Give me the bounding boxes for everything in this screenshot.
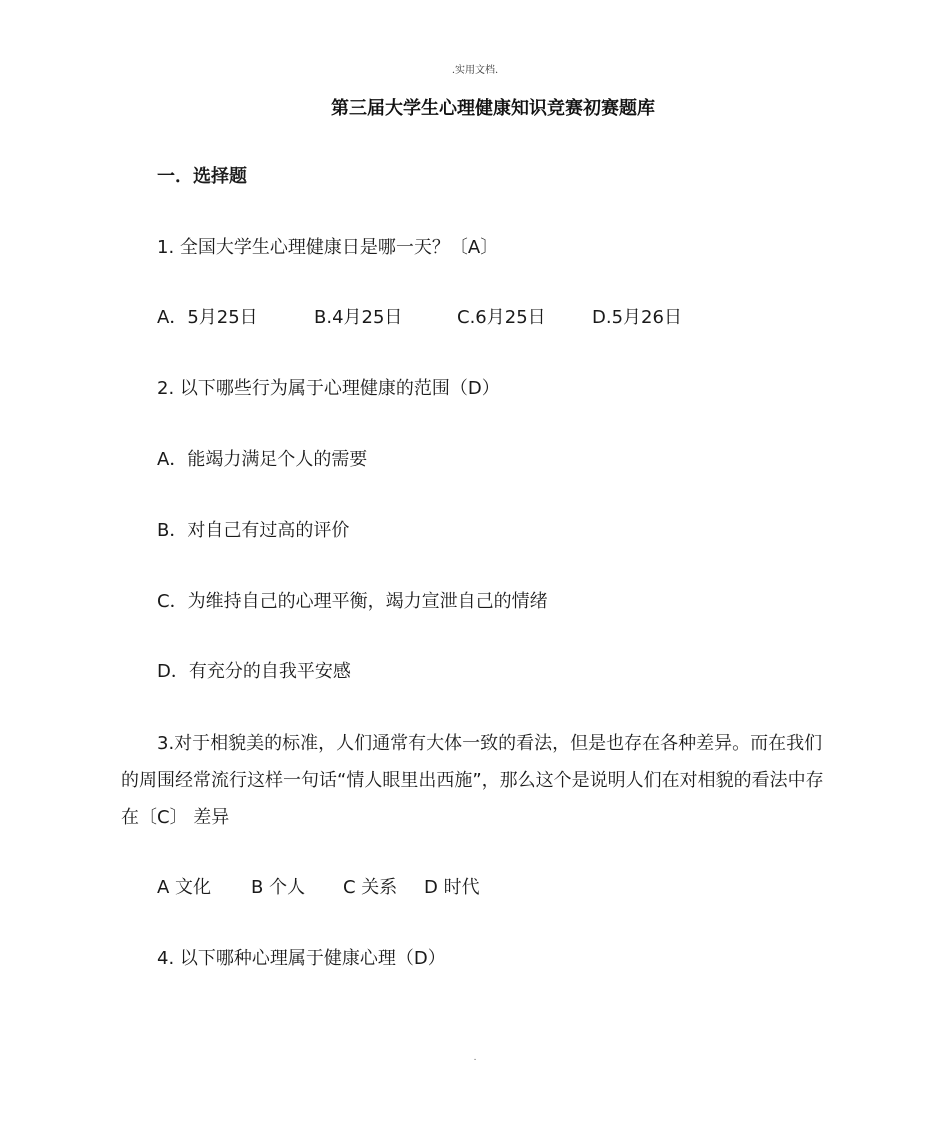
q3-option-c: C 关系	[343, 877, 398, 898]
question-3-line-1: 3.对于相貌美的标准，人们通常有大体一致的看法，但是也存在各种差异。而在我们	[157, 733, 823, 754]
page-header: .实用文档.	[451, 65, 499, 76]
question-3-line-3: 在〔C〕 差异	[121, 807, 230, 828]
document-title: 第三届大学生心理健康知识竞赛初赛题库	[331, 98, 655, 119]
q3-option-d: D 时代	[424, 877, 480, 898]
q3-option-a: A 文化	[157, 877, 212, 898]
question-3-options	[157, 876, 557, 900]
question-2: 2. 以下哪些行为属于心理健康的范围（D）	[157, 378, 500, 399]
question-3	[121, 725, 833, 836]
q1-option-c: C.6月25日	[457, 307, 546, 328]
q2-option-d: D．有充分的自我平安感	[157, 661, 351, 682]
q1-option-d: D.5月26日	[592, 307, 682, 328]
q2-option-a: A．能竭力满足个人的需要	[157, 449, 368, 470]
q1-option-a: A．5月25日	[157, 307, 258, 328]
section-heading: 一．选择题	[157, 166, 247, 187]
q1-option-b: B.4月25日	[314, 307, 403, 328]
page-footer: .	[473, 1053, 477, 1063]
q2-option-b: B．对自己有过高的评价	[157, 520, 350, 541]
q3-option-b: B 个人	[251, 877, 306, 898]
question-3-line-2: 的周围经常流行这样一句话“情人眼里出西施”，那么这个是说明人们在对相貌的看法中存	[121, 770, 824, 791]
q2-option-c: C．为维持自己的心理平衡，竭力宣泄自己的情绪	[157, 591, 548, 612]
question-1-options	[157, 306, 717, 330]
question-1: 1. 全国大学生心理健康日是哪一天？〔A〕	[157, 237, 499, 258]
question-4: 4. 以下哪种心理属于健康心理（D）	[157, 948, 446, 969]
